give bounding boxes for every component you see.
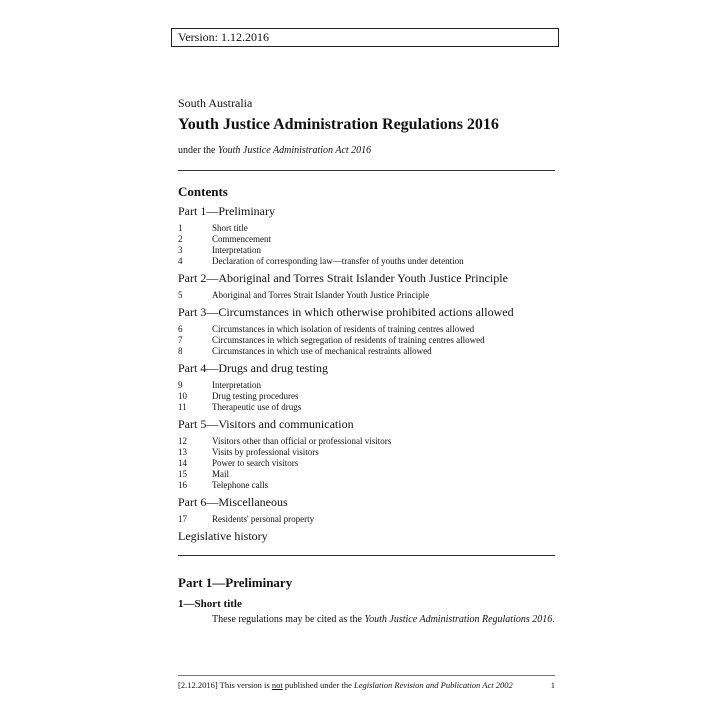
- toc-entry-number: 1: [178, 223, 183, 233]
- toc-entry-title: Visits by professional visitors: [212, 447, 319, 457]
- toc-entry[interactable]: [178, 256, 558, 267]
- enabling-act-name: Youth Justice Administration Act 2016: [218, 145, 372, 156]
- toc-entry-title: Circumstances in which use of mechanical restraints allowed: [212, 346, 432, 356]
- toc-entry-title: Mail: [212, 469, 229, 479]
- toc-part-heading[interactable]: Part 6—Miscellaneous: [178, 495, 288, 509]
- section-1-citation: Youth Justice Administration Regulations 2016: [364, 614, 553, 625]
- divider: [178, 170, 555, 171]
- toc-entry-number: 2: [178, 234, 183, 244]
- toc-entry-title: Circumstances in which isolation of residents of training centres allowed: [212, 324, 475, 334]
- toc-entry-number: 3: [178, 245, 183, 255]
- enabling-act-prefix: under the: [178, 145, 218, 156]
- toc-entry-title: Therapeutic use of drugs: [212, 402, 302, 412]
- footer-text-b: published under the: [282, 680, 354, 690]
- toc-entry-title: Commencement: [212, 234, 271, 244]
- toc-section-list: [178, 290, 558, 301]
- toc-entry-title: Interpretation: [212, 380, 261, 390]
- toc-entry[interactable]: [178, 335, 558, 346]
- toc-section-list: [178, 436, 558, 491]
- toc-entry-title: Aboriginal and Torres Strait Islander Youth Justice Principle: [212, 290, 430, 300]
- toc-entry-title: Circumstances in which segregation of residents of training centres allowed: [212, 335, 485, 345]
- toc-entry-title: Declaration of corresponding law—transfer of youths under detention: [212, 256, 464, 266]
- section-1-heading: 1—Short title: [178, 598, 242, 610]
- divider: [178, 555, 555, 556]
- toc-entry[interactable]: [178, 234, 558, 245]
- toc-entry-number: 6: [178, 324, 183, 334]
- toc-entry-number: 7: [178, 335, 183, 345]
- toc-part-heading[interactable]: Part 2—Aboriginal and Torres Strait Islander Youth Justice Principle: [178, 271, 508, 285]
- toc-entry-title: Drug testing procedures: [212, 391, 299, 401]
- toc-entry-title: Residents' personal property: [212, 514, 315, 524]
- table-of-contents: [178, 203, 558, 544]
- toc-entry[interactable]: [178, 402, 558, 413]
- toc-section-list: [178, 514, 558, 525]
- toc-legislative-history[interactable]: Legislative history: [178, 529, 268, 543]
- toc-entry-number: 5: [178, 290, 183, 300]
- toc-section-list: [178, 324, 558, 357]
- toc-entry-number: 10: [178, 391, 187, 401]
- toc-entry[interactable]: [178, 346, 558, 357]
- toc-part-heading[interactable]: Part 4—Drugs and drug testing: [178, 361, 328, 375]
- toc-entry-number: 16: [178, 480, 187, 490]
- footer-divider: [178, 675, 555, 676]
- section-1-body-suffix: .: [552, 614, 555, 625]
- contents-heading: Contents: [178, 184, 228, 199]
- toc-entry-number: 14: [178, 458, 187, 468]
- section-1-body: [212, 614, 555, 625]
- page-number: 1: [550, 680, 555, 690]
- part-1-heading: Part 1—Preliminary: [178, 575, 293, 590]
- footer-not: not: [271, 680, 283, 690]
- toc-part-heading[interactable]: Part 5—Visitors and communication: [178, 417, 354, 431]
- toc-entry[interactable]: [178, 469, 558, 480]
- page-footer: [178, 680, 555, 690]
- toc-entry-title: Power to search visitors: [212, 458, 299, 468]
- toc-entry[interactable]: [178, 458, 558, 469]
- toc-entry[interactable]: [178, 290, 558, 301]
- enabling-act-line: [178, 145, 371, 156]
- toc-entry-title: Short title: [212, 223, 248, 233]
- toc-section-list: [178, 223, 558, 267]
- toc-entry-title: Visitors other than official or professional visitors: [212, 436, 392, 446]
- jurisdiction: South Australia: [178, 96, 253, 110]
- toc-entry-number: 11: [178, 402, 187, 412]
- toc-entry-number: 12: [178, 436, 187, 446]
- toc-entry[interactable]: [178, 391, 558, 402]
- regulation-title: Youth Justice Administration Regulations 2016: [178, 116, 499, 133]
- toc-entry[interactable]: [178, 380, 558, 391]
- toc-entry[interactable]: [178, 480, 558, 491]
- toc-entry-number: 13: [178, 447, 187, 457]
- toc-entry[interactable]: [178, 324, 558, 335]
- toc-entry[interactable]: [178, 514, 558, 525]
- toc-entry-number: 4: [178, 256, 183, 266]
- toc-entry[interactable]: [178, 447, 558, 458]
- toc-entry-number: 17: [178, 514, 187, 524]
- toc-entry-title: Interpretation: [212, 245, 261, 255]
- toc-part-heading[interactable]: Part 1—Preliminary: [178, 204, 275, 218]
- toc-entry[interactable]: [178, 223, 558, 234]
- footer-note: [178, 680, 513, 690]
- footer-act: Legislation Revision and Publication Act 2002: [354, 680, 513, 690]
- footer-date: [2.12.2016]: [178, 680, 218, 690]
- toc-section-list: [178, 380, 558, 413]
- toc-part-heading[interactable]: Part 3—Circumstances in which otherwise prohibited actions allowed: [178, 305, 514, 319]
- section-1-body-prefix: These regulations may be cited as the: [212, 614, 365, 625]
- toc-entry-number: 15: [178, 469, 187, 479]
- version-box: Version: 1.12.2016: [171, 28, 559, 47]
- toc-entry[interactable]: [178, 245, 558, 256]
- toc-entry-title: Telephone calls: [212, 480, 269, 490]
- toc-entry-number: 9: [178, 380, 183, 390]
- toc-entry[interactable]: [178, 436, 558, 447]
- toc-entry-number: 8: [178, 346, 183, 356]
- footer-text-a: This version is: [217, 680, 272, 690]
